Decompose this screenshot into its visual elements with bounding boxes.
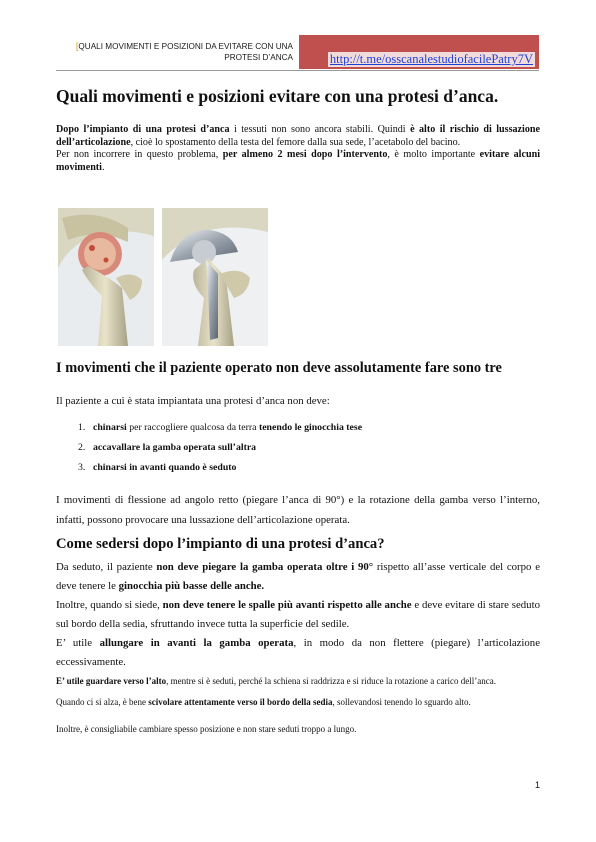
header-title-line1: QUALI MOVIMENTI E POSIZIONI DA EVITARE CON UNA — [78, 42, 293, 51]
text-span: , mentre si è seduti, perché la schiena si raddrizza e si riduce la rotazione a carico dell’anca. — [166, 676, 496, 686]
intro-bold: Dopo l’impianto di una protesi d’anca — [56, 124, 230, 135]
intro-text-span: . — [101, 161, 105, 173]
section2-paragraph — [56, 558, 540, 596]
forbidden-movements-list — [78, 421, 518, 481]
bold-span: non deve piegare la gamba operata oltre i 90° — [156, 561, 374, 573]
intro-bold: evitare alcuni movimenti — [56, 149, 541, 173]
section2-body — [56, 558, 540, 739]
header-title — [53, 41, 293, 63]
text-span: Inoltre, quando si siede, — [56, 599, 163, 611]
bold-span: allungare in avanti la gamba operata — [99, 637, 294, 649]
arthritic-hip-image — [58, 208, 154, 346]
list-number: 2. — [78, 442, 86, 453]
section2-paragraph — [56, 693, 540, 712]
bold-span: E’ utile guardare verso l’alto — [56, 676, 167, 686]
list-bold: accavallare la gamba operata sull’altra — [93, 442, 257, 453]
text-span: Quando ci si alza, è bene — [56, 697, 149, 707]
text-span: e deve evitare di stare seduto sul bordo della sedia, sfruttando invece tutta la superficie del sedile. — [56, 599, 540, 630]
intro-text — [56, 124, 540, 174]
section2-paragraph: Inoltre, è consigliabile cambiare spesso posizione e non stare seduti troppo a lungo. — [56, 724, 357, 734]
hip-joint-images — [58, 208, 268, 346]
section2-paragraph — [56, 672, 540, 691]
intro-text-span: Per non incorrere in questo problema, — [56, 149, 223, 161]
intro-bold: è alto il rischio di lussazione dell’articolazione — [56, 124, 540, 148]
bold-span: non deve tenere le spalle più avanti rispetto alle anche — [162, 599, 412, 611]
text-span: Da seduto, il paziente — [56, 561, 157, 573]
text-span: E’ utile — [56, 637, 100, 649]
intro-paragraph-1 — [56, 124, 540, 149]
list-item — [78, 441, 518, 461]
section1-lead: Il paziente a cui è stata impiantata una protesi d’anca non deve: — [56, 395, 330, 407]
list-text: per raccogliere qualcosa da terra — [126, 422, 259, 433]
list-bold: chinarsi — [93, 422, 127, 433]
text-span: rispetto all’asse verticale del corpo e deve tenere le — [56, 561, 540, 592]
bold-span: ginocchia più basse delle anche. — [118, 580, 265, 592]
section2-paragraph — [56, 634, 540, 672]
intro-text-span: i tessuti non sono ancora stabili. Quindi — [229, 124, 411, 135]
header-link-box — [299, 35, 539, 69]
hip-illustrations — [58, 208, 268, 346]
list-bold: tenendo le ginocchia tese — [258, 422, 363, 433]
page-header — [56, 34, 539, 71]
text-span: , sollevandosi tenendo lo sguardo alto. — [332, 697, 471, 707]
section1-after: I movimenti di flessione ad angolo retto (piegare l’anca di 90°) e la rotazione della gamba verso l’interno, infatti, possono provocare una lussazione dell’articolazione operata. — [56, 494, 540, 526]
intro-text-span: , è molto importante — [387, 149, 480, 161]
header-bracket: [ — [75, 41, 79, 51]
section2-paragraph — [56, 596, 540, 634]
list-item — [78, 421, 518, 441]
intro-bold: per almeno 2 mesi dopo l’intervento — [222, 149, 388, 161]
telegram-link[interactable]: http://t.me/osscanalestudiofacilePatry7V — [329, 52, 533, 66]
bold-span: scivolare attentamente verso il bordo della sedia — [148, 697, 333, 707]
hip-prosthesis-image — [162, 208, 268, 346]
list-bold: chinarsi in avanti quando è seduto — [93, 462, 237, 473]
page-number: 1 — [534, 780, 540, 790]
section2-title: Come sedersi dopo l’impianto di una protesi d’anca? — [56, 536, 385, 552]
text-span: , in modo da non flettere (piegare) l’articolazione eccessivamente. — [56, 637, 540, 668]
intro-text-span: , cioè lo spostamento della testa del femore dalla sua sede, l’acetabolo del bacino. — [130, 136, 461, 148]
list-number: 1. — [78, 422, 86, 433]
section1-title: I movimenti che il paziente operato non deve assolutamente fare sono tre — [56, 360, 502, 376]
header-title-line2: PROTESI D’ANCA — [224, 53, 293, 62]
list-number: 3. — [78, 462, 86, 473]
page-title: Quali movimenti e posizioni evitare con una protesi d’anca. — [56, 86, 499, 106]
list-item — [78, 461, 518, 481]
intro-paragraph-2 — [56, 149, 540, 174]
